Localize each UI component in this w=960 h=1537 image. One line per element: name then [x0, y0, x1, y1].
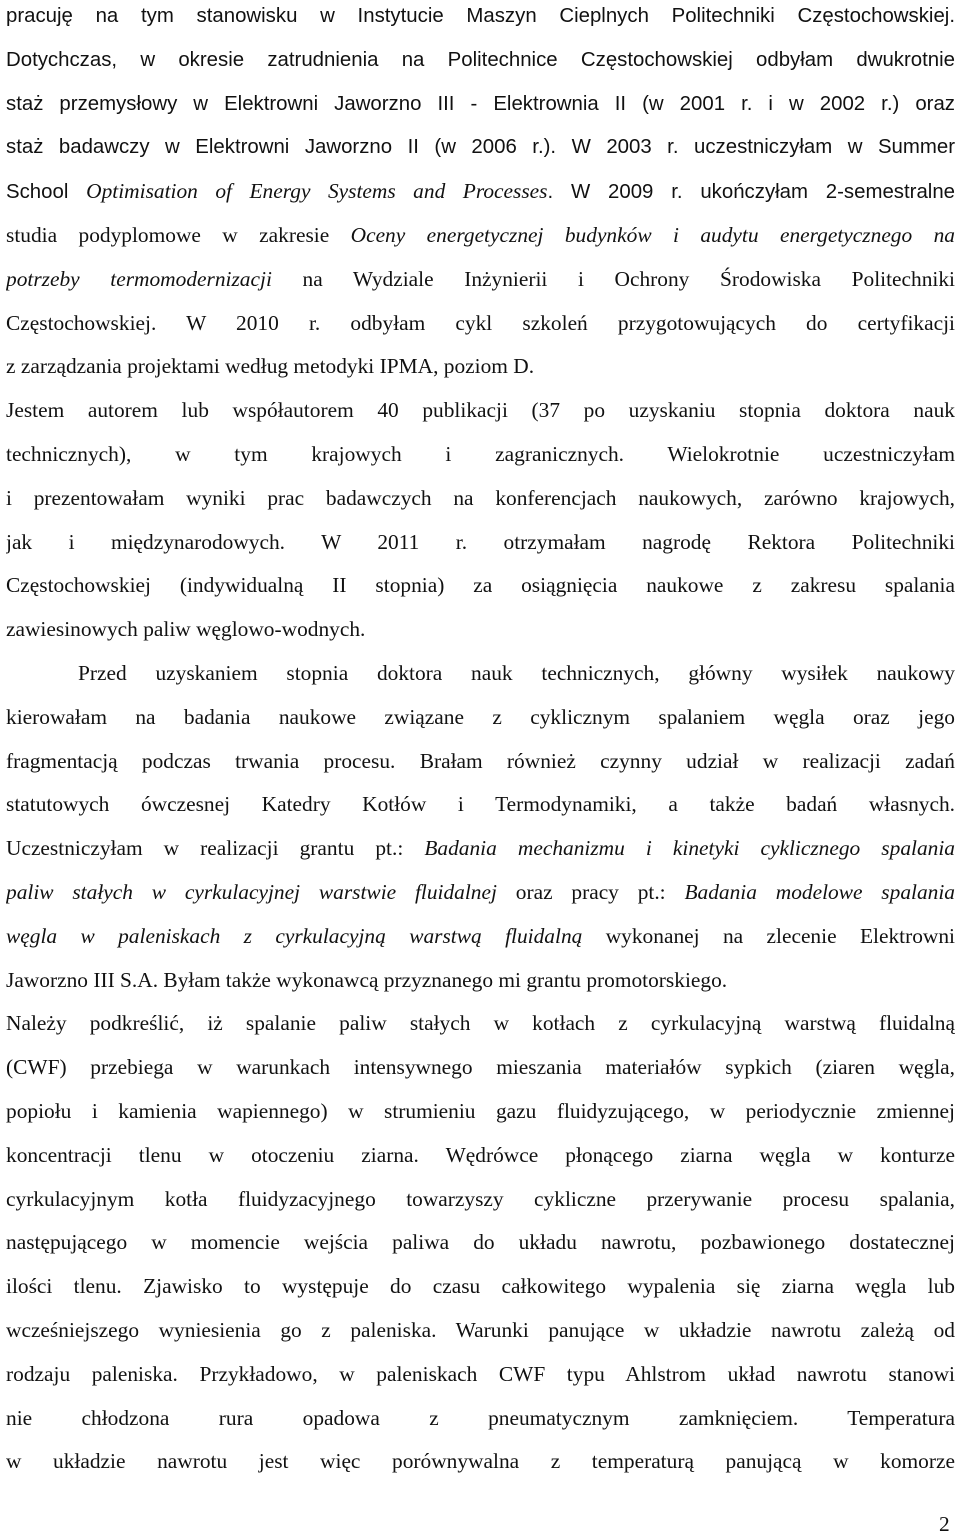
text-run: staż przemysłowy w Elektrowni Jaworzno III - Elektrownia II (w 2001 r. i w 2002 r.) oraz	[6, 93, 955, 115]
text-run: staż badawczy w Elektrowni Jaworzno II (w 2006 r.). W 2003 r. uczestniczyłam w Summer	[6, 136, 955, 158]
text-run: oraz pracy pt.:	[496, 880, 685, 904]
text-line	[6, 394, 955, 426]
text-run: na Wydziale Inżynierii i Ochrony Środowiska Politechniki	[271, 267, 955, 291]
text-run: . W 2009 r. ukończyłam 2-semestralne	[547, 181, 955, 203]
text-line	[6, 832, 955, 864]
text-line	[6, 1358, 955, 1390]
italic-title: węgla w paleniskach z cyrkulacyjną warstwą fluidalną	[6, 924, 583, 948]
text-line	[6, 745, 955, 777]
text-line	[78, 657, 955, 689]
text-line	[6, 613, 955, 645]
text-run: fragmentacją podczas trwania procesu. Brałam również czynny udział w realizacji zadań	[6, 749, 955, 773]
text-run: Przed uzyskaniem stopnia doktora nauk technicznych, główny wysiłek naukowy	[78, 661, 955, 685]
text-line	[6, 1226, 955, 1258]
text-run: Dotychczas, w okresie zatrudnienia na Politechnice Częstochowskiej odbyłam dwukrotnie	[6, 49, 955, 71]
text-run: nie chłodzona rura opadowa z pneumatycznym zamknięciem. Temperatura	[6, 1406, 955, 1430]
text-run: popiołu i kamienia wapiennego) w strumieniu gazu fluidyzującego, w periodycznie zmiennej	[6, 1099, 955, 1123]
text-line	[6, 964, 955, 996]
text-run: ilości tlenu. Zjawisko to występuje do czasu całkowitego wypalenia się ziarna węgla lub	[6, 1274, 955, 1298]
text-run: wykonanej na zlecenie Elektrowni	[582, 924, 955, 948]
text-run: zawiesinowych paliw węglowo-wodnych.	[6, 617, 366, 641]
text-run: następującego w momencie wejścia paliwa do układu nawrotu, pozbawionego dostatecznej	[6, 1230, 955, 1254]
text-line	[6, 44, 955, 76]
text-line	[6, 263, 955, 295]
text-line	[6, 526, 955, 558]
text-run: Uczestniczyłam w realizacji grantu pt.:	[6, 836, 425, 860]
text-line	[6, 482, 955, 514]
text-line	[6, 88, 955, 120]
text-run: Jestem autorem lub współautorem 40 publikacji (37 po uzyskaniu stopnia doktora nauk	[6, 398, 955, 422]
italic-title: paliw stałych w cyrkulacyjnej warstwie fluidalnej	[6, 880, 497, 904]
text-run: studia podyplomowe w zakresie	[6, 223, 351, 247]
text-run: pracuję na tym stanowisku w Instytucie Maszyn Cieplnych Politechniki Częstochowskiej.	[6, 5, 955, 27]
text-line	[6, 788, 955, 820]
text-line	[6, 1270, 955, 1302]
text-line	[6, 438, 955, 470]
italic-title: Badania mechanizmu i kinetyki cyklicznego spalania	[424, 836, 955, 860]
text-run: z zarządzania projektami według metodyki IPMA, poziom D.	[6, 354, 535, 378]
text-run: technicznych), w tym krajowych i zagranicznych. Wielokrotnie uczestniczyłam	[6, 442, 955, 466]
text-run: Jaworzno III S.A. Byłam także wykonawcą przyznanego mi grantu promotorskiego.	[6, 968, 728, 992]
text-run: i prezentowałam wyniki prac badawczych na konferencjach naukowych, zarówno krajowych,	[6, 486, 955, 510]
text-line	[6, 1007, 955, 1039]
text-line	[6, 219, 955, 251]
italic-title: Optimisation of Energy Systems and Processes	[86, 179, 548, 203]
text-run: cyrkulacyjnym kotła fluidyzacyjnego towarzyszy cykliczne przerywanie procesu spalania,	[6, 1187, 955, 1211]
text-line	[6, 920, 955, 952]
text-line	[6, 131, 955, 163]
text-line	[6, 1095, 955, 1127]
text-run: (CWF) przebiega w warunkach intensywnego mieszania materiałów sypkich (ziaren węgla,	[6, 1055, 955, 1079]
text-run: Częstochowskiej (indywidualną II stopnia) za osiągnięcia naukowe z zakresu spalania	[6, 573, 955, 597]
text-line	[6, 307, 955, 339]
italic-title: Oceny energetycznej budynków i audytu energetycznego na	[350, 223, 955, 247]
text-run: kierowałam na badania naukowe związane z cyklicznym spalaniem węgla oraz jego	[6, 705, 955, 729]
text-line	[6, 0, 955, 32]
text-line	[6, 350, 955, 382]
text-line	[6, 569, 955, 601]
text-run: wcześniejszego wyniesienia go z paleniska. Warunki panujące w układzie nawrotu zależą od	[6, 1318, 955, 1342]
text-line	[6, 175, 955, 207]
text-line	[6, 1314, 955, 1346]
text-line	[6, 876, 955, 908]
text-run: w układzie nawrotu jest więc porównywalna z temperaturą panującą w komorze	[6, 1449, 955, 1473]
text-run: rodzaju paleniska. Przykładowo, w paleniskach CWF typu Ahlstrom układ nawrotu stanowi	[6, 1362, 955, 1386]
text-line	[6, 1051, 955, 1083]
text-line	[6, 1402, 955, 1434]
text-line	[6, 701, 955, 733]
text-run: Należy podkreślić, iż spalanie paliw stałych w kotłach z cyrkulacyjną warstwą fluidalną	[6, 1011, 955, 1035]
text-line	[6, 1139, 955, 1171]
text-run: statutowych ówczesnej Katedry Kotłów i Termodynamiki, a także badań własnych.	[6, 792, 955, 816]
text-run: jak i międzynarodowych. W 2011 r. otrzymałam nagrodę Rektora Politechniki	[6, 530, 955, 554]
text-line	[6, 1183, 955, 1215]
text-line	[6, 1445, 955, 1477]
text-run: School	[6, 181, 87, 203]
italic-title: potrzeby termomodernizacji	[6, 267, 272, 291]
text-run: Częstochowskiej. W 2010 r. odbyłam cykl szkoleń przygotowujących do certyfikacji	[6, 311, 955, 335]
page-number: 2	[939, 1512, 950, 1536]
text-run: koncentracji tlenu w otoczeniu ziarna. Wędrówce płonącego ziarna węgla w konturze	[6, 1143, 955, 1167]
italic-title: Badania modelowe spalania	[684, 880, 955, 904]
